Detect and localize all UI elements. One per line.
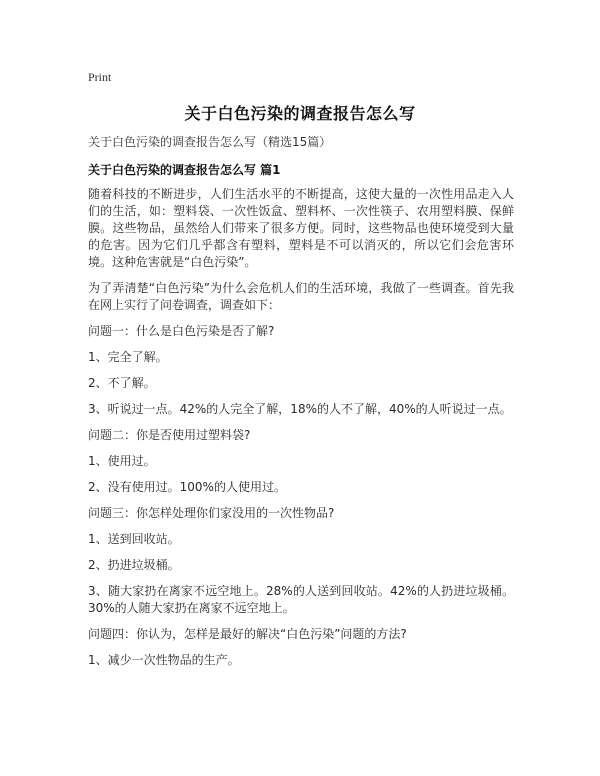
section-heading: 关于白色污染的调查报告怎么写 篇1 [88, 163, 281, 177]
question-4-option-1: 1、减少一次性物品的生产。 [88, 653, 240, 667]
paragraph-intro: 随着科技的不断进步，人们生活水平的不断提高，这使大量的一次性用品走入人们的生活，如：塑料袋、一次性饭盒、塑料杯、一次性筷子、农用塑料膜、保鲜膜。这些物品，虽然给人们带来了很多方便。同时，这些物品也使环境受到大量的危害。因为它们几乎都含有塑料，塑料是不可以消灭的，所以它们会危害环境。这种危害就是“白色污染”。 [88, 187, 514, 269]
question-2: 问题二：你是否使用过塑料袋? [88, 428, 251, 442]
question-1: 问题一：什么是白色污染是否了解? [88, 324, 275, 338]
question-2-option-1: 1、使用过。 [88, 454, 156, 468]
question-3: 问题三：你怎样处理你们家没用的一次性物品? [88, 506, 335, 520]
question-3-option-3: 3、随大家扔在离家不远空地上。28%的人送到回收站。42%的人扔进垃圾桶。30%的人随大家扔在离家不远空地上。 [88, 584, 514, 615]
question-4: 问题四：你认为，怎样是最好的解决“白色污染”问题的方法? [88, 627, 407, 641]
print-link[interactable]: Print [88, 70, 112, 84]
document-subtitle: 关于白色污染的调查报告怎么写（精选15篇） [88, 135, 332, 149]
page-title: 关于白色污染的调查报告怎么写 [184, 104, 416, 123]
question-1-option-1: 1、完全了解。 [88, 350, 168, 364]
article-body [88, 186, 514, 678]
question-2-option-2: 2、没有使用过。100%的人使用过。 [88, 480, 286, 494]
question-1-option-2: 2、不了解。 [88, 376, 156, 390]
question-1-option-3: 3、听说过一点。42%的人完全了解，18%的人不了解，40%的人听说过一点。 [88, 402, 512, 416]
question-3-option-2: 2、扔进垃圾桶。 [88, 558, 180, 572]
question-3-option-1: 1、送到回收站。 [88, 532, 180, 546]
paragraph-survey-intro: 为了弄清楚“白色污染”为什么会危机人们的生活环境，我做了一些调查。首先我在网上实行了问卷调查，调查如下： [88, 281, 514, 312]
